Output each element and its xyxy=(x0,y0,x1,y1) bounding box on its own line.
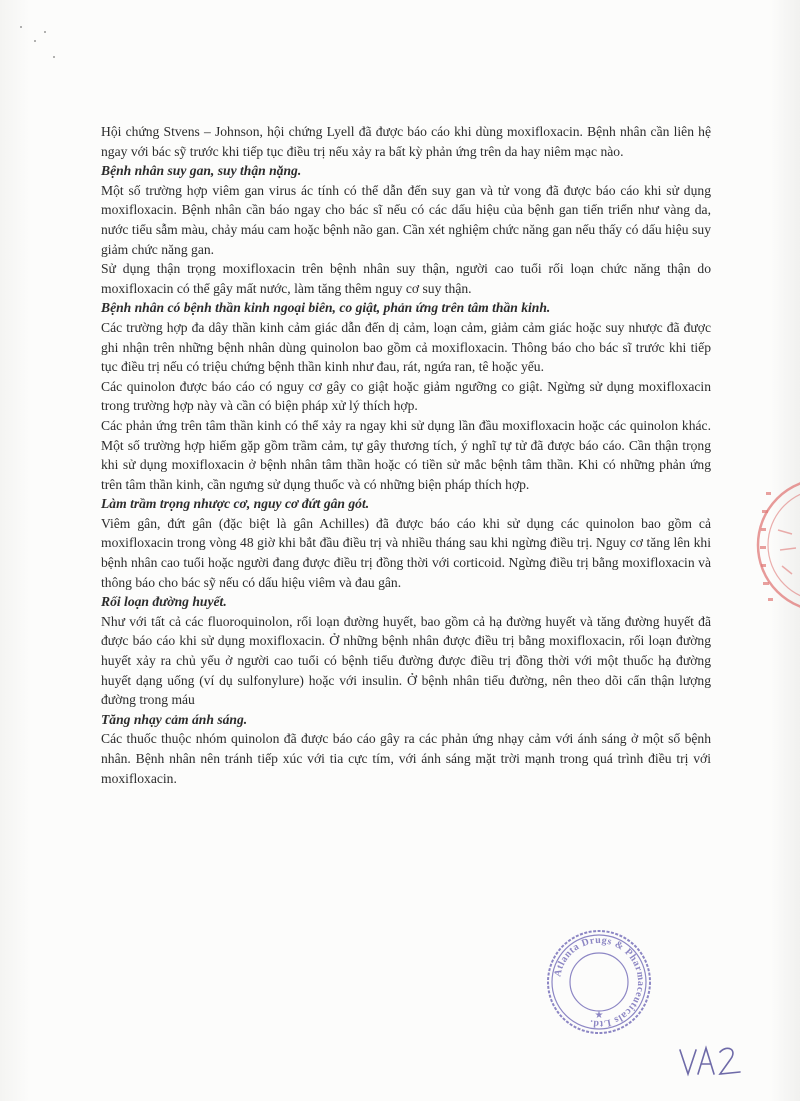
svg-text:★: ★ xyxy=(594,1010,604,1021)
paragraph: Các phản ứng trên tâm thần kinh có thể xảy ra ngay khi sử dụng lần đầu moxifloxacin hoặc các quinolon khác. Một số trường hợp hiếm gặp gồm trầm cảm, tự gây thương tích, ý nghĩ tự tử đã được báo cáo. Cần thận trọng khi sử dụng moxifloxacin ở bệnh nhân tâm thần hoặc có tiền sử mắc bệnh tâm thần. Khi có những phản ứng trên tâm thần kinh, cần ngưng sử dụng thuốc và có những biện pháp thích hợp. xyxy=(101,417,711,492)
paragraph: Sử dụng thận trọng moxifloxacin trên bệnh nhân suy thận, người cao tuổi rối loạn chức năng thận do moxifloxacin có thể gây mất nước, làm tăng thêm nguy cơ suy thận. xyxy=(101,261,711,296)
section-heading: Bệnh nhân suy gan, suy thận nặng. xyxy=(101,163,302,179)
scan-speck xyxy=(20,26,22,28)
paragraph: Các quinolon được báo cáo có nguy cơ gây co giật hoặc giảm ngưỡng co giật. Ngừng sử dụng moxifloxacin trong trường hợp này và cần có biện pháp xử lý thích hợp. xyxy=(101,378,711,414)
section-heading: Bệnh nhân có bệnh thần kinh ngoại biên, co giật, phản ứng trên tâm thần kinh. xyxy=(101,300,551,316)
paragraph: Viêm gân, đứt gân (đặc biệt là gân Achilles) đã được báo cáo khi sử dụng các quinolon bao gồm cả moxifloxacin trong vòng 48 giờ khi bắt đầu điều trị và nhiều tháng sau khi ngừng điều trị. Nguy cơ tăng lên khi bệnh nhân cao tuổi hoặc người đang được điều trị đồng thời với corticoid. Ngừng điều trị bằng moxifloxacin và thông báo cho bác sỹ nếu có dấu hiệu viêm và đau gân. xyxy=(101,515,711,590)
paragraph: Một số trường hợp viêm gan virus ác tính có thể dẫn đến suy gan và tử vong đã được báo cáo khi sử dụng moxifloxacin. Bệnh nhân cần báo ngay cho bác sĩ nếu có các dấu hiệu của bệnh gan tiến triển như vàng da, nước tiểu sẫm màu, chảy máu cam hoặc bệnh não gan. Cần xét nghiệm chức năng gan nếu thấy có dấu hiệu suy giảm chức năng gan. xyxy=(101,182,711,257)
scan-speck xyxy=(34,40,36,42)
paragraph: Các trường hợp đa dây thần kinh cảm giác dẫn đến dị cảm, loạn cảm, giảm cảm giác hoặc suy nhược đã được ghi nhận trên những bệnh nhân dùng quinolon bao gồm cả moxifloxacin. Thông báo cho bác sĩ trước khi tiếp tục điều trị nếu có triệu chứng bệnh thần kinh như đau, rát, ngứa ran, tê hoặc yếu. xyxy=(101,319,711,375)
document-body xyxy=(101,122,711,788)
svg-text:Atlanta Drugs & Pharmaceutical: Atlanta Drugs & Pharmaceuticals Ltd. xyxy=(552,934,647,1030)
scan-speck xyxy=(53,56,55,58)
paragraph: Các thuốc thuộc nhóm quinolon đã được báo cáo gây ra các phản ứng nhạy cảm với ánh sáng ở một số bệnh nhân. Bệnh nhân nên tránh tiếp xúc với tia cực tím, với ánh sáng mặt trời mạnh trong quá trình điều trị với moxifloxacin. xyxy=(101,731,711,786)
company-stamp-seal xyxy=(545,928,653,1036)
paragraph: Như với tất cả các fluoroquinolon, rối loạn đường huyết, bao gồm cả hạ đường huyết và tăng đường huyết đã được báo cáo khi sử dụng moxifloxacin. Ở những bệnh nhân được điều trị bằng moxifloxacin, rối loạn đường huyết xảy ra chủ yếu ở người cao tuổi có bệnh tiểu đường được điều trị đồng thời với một thuốc hạ đường huyết dạng uống (ví dụ sulfonylure) hoặc với insulin. Ở bệnh nhân tiểu đường, nên theo dõi cẩn thận lượng đường trong máu xyxy=(101,613,711,708)
section-heading: Tăng nhạy cảm ánh sáng. xyxy=(101,711,248,727)
paragraph: Hội chứng Stvens – Johnson, hội chứng Lyell đã được báo cáo khi dùng moxifloxacin. Bệnh nhân cần liên hệ ngay với bác sỹ trước khi tiếp tục điều trị nếu xảy ra bất kỳ phản ứng trên da hay niêm mạc nào. xyxy=(101,124,711,159)
edge-stamp-seal xyxy=(752,470,800,620)
section-heading: Rối loạn đường huyết. xyxy=(101,594,227,610)
section-heading: Làm trầm trọng nhược cơ, nguy cơ đứt gân gót. xyxy=(101,496,370,512)
scan-speck xyxy=(44,31,46,33)
handwritten-initials xyxy=(676,1042,746,1082)
